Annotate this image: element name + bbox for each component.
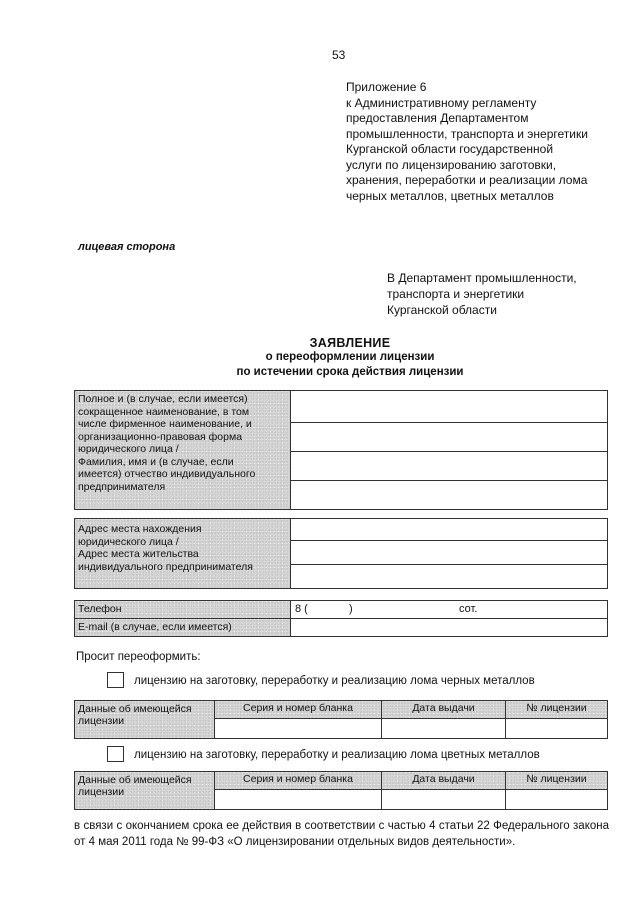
- ferrous-license-checkbox[interactable]: [107, 672, 124, 688]
- appendix-line: хранения, переработки и реализации лома: [346, 173, 588, 187]
- applicant-name-field[interactable]: [291, 452, 608, 481]
- license-data-label: Данные об имеющейся лицензии: [75, 772, 215, 810]
- nonferrous-license-checkbox[interactable]: [107, 746, 124, 762]
- phone-code-close: ): [349, 603, 353, 615]
- appendix-line: предоставления Департаментом: [346, 111, 529, 125]
- addressee-line: транспорта и энергетики: [387, 287, 525, 301]
- appendix-line: к Административному регламенту: [346, 95, 537, 110]
- license-number-field[interactable]: [506, 719, 608, 739]
- document-subtitle: по истечении срока действия лицензии: [236, 366, 464, 378]
- applicant-name-label: Полное и (в случае, если имеется) сокращенное наименование, в том числе фирменное наименование, и организационно-правовая форма юридического лица / Фамилия, имя и (в случае, если имеется) отчество индивидуального предпринимателя: [75, 391, 291, 510]
- license-number-field[interactable]: [506, 790, 608, 810]
- ferrous-license-option-label: лицензию на заготовку, переработку и реализацию лома черных металлов: [134, 675, 535, 687]
- issue-date-field[interactable]: [382, 719, 506, 739]
- front-side-label: лицевая сторона: [78, 241, 176, 253]
- address-field[interactable]: [291, 565, 608, 589]
- document-title: ЗАЯВЛЕНИЕ: [309, 336, 391, 350]
- request-text: Просит переоформить:: [76, 651, 201, 663]
- license-number-header: № лицензии: [506, 701, 608, 719]
- phone-prefix: 8 (: [295, 603, 308, 615]
- issue-date-header: Дата выдачи: [382, 701, 506, 719]
- license-number-header: № лицензии: [506, 772, 608, 790]
- address-field[interactable]: [291, 519, 608, 541]
- address-table: [74, 518, 608, 589]
- appendix-line: черных металлов, цветных металлов: [346, 188, 554, 203]
- addressee-line: В Департамент промышленности,: [387, 271, 577, 285]
- license-data-label: Данные об имеющейся лицензии: [75, 701, 215, 739]
- ferrous-license-table: [74, 700, 608, 739]
- applicant-name-field[interactable]: [291, 391, 608, 423]
- appendix-line: Приложение 6: [346, 80, 427, 94]
- series-number-field[interactable]: [215, 790, 382, 810]
- page-number: 53: [332, 48, 346, 62]
- applicant-name-table: [74, 390, 608, 510]
- applicant-name-field[interactable]: [291, 481, 608, 510]
- contacts-table: [74, 600, 608, 637]
- appendix-line: услуги по лицензированию заготовки,: [346, 157, 557, 172]
- series-number-header: Серия и номер бланка: [215, 772, 382, 790]
- series-number-field[interactable]: [215, 719, 382, 739]
- appendix-header: [346, 80, 636, 204]
- applicant-name-field[interactable]: [291, 423, 608, 452]
- phone-mobile-label: сот.: [459, 603, 478, 615]
- address-field[interactable]: [291, 541, 608, 565]
- email-label: E-mail (в случае, если имеется): [75, 619, 291, 637]
- issue-date-field[interactable]: [382, 790, 506, 810]
- email-field[interactable]: [291, 619, 608, 637]
- address-label: Адрес места нахождения юридического лица / Адрес места жительства индивидуального предпринимателя: [75, 519, 291, 589]
- legal-basis-text: в связи с окончанием срока ее действия в соответствии с частью 4 статьи 22 Федерального закона от 4 мая 2011 года № 99-ФЗ «О лицензировании отдельных видов деятельности».: [74, 820, 609, 848]
- nonferrous-license-table: [74, 771, 608, 810]
- addressee: [387, 270, 577, 318]
- appendix-line: промышленности, транспорта и энергетики: [346, 126, 588, 141]
- nonferrous-license-option-label: лицензию на заготовку, переработку и реализацию лома цветных металлов: [134, 749, 540, 761]
- phone-field[interactable]: [291, 601, 608, 619]
- phone-label: Телефон: [75, 601, 291, 619]
- series-number-header: Серия и номер бланка: [215, 701, 382, 719]
- document-subtitle: о переоформлении лицензии: [265, 351, 435, 363]
- addressee-line: Курганской области: [387, 303, 497, 317]
- issue-date-header: Дата выдачи: [382, 772, 506, 790]
- appendix-line: Курганской области государственной: [346, 142, 554, 156]
